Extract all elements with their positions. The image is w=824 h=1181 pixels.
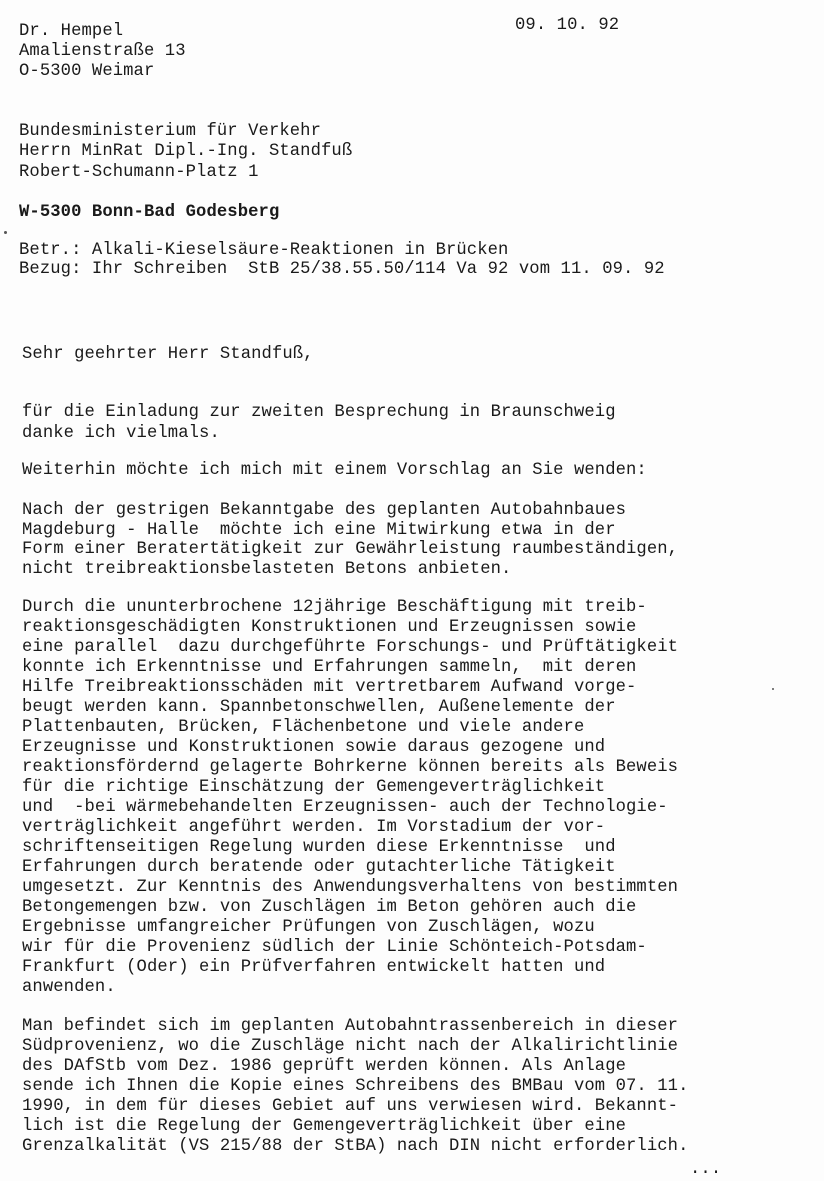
body-line: verträglichkeit angeführt werden. Im Vorstadium der vor- xyxy=(22,818,606,837)
scan-speck xyxy=(4,231,7,234)
body-line: Weiterhin möchte ich mich mit einem Vorschlag an Sie wenden: xyxy=(22,461,647,480)
scan-speck xyxy=(772,688,774,690)
body-line: Erzeugnisse und Konstruktionen sowie daraus gezogene und xyxy=(22,738,606,757)
body-line: konnte ich Erkenntnisse und Erfahrungen sammeln, mit deren xyxy=(22,658,637,677)
body-line: eine parallel dazu durchgeführte Forschungs- und Prüftätigkeit xyxy=(22,638,679,657)
body-line: Plattenbauten, Brücken, Flächenbetone und viele andere xyxy=(22,718,585,737)
body-line: Grenzalkalität (VS 215/88 der StBA) nach DIN nicht erforderlich. xyxy=(22,1137,689,1156)
body-line: Erfahrungen durch beratende oder gutachterliche Tätigkeit xyxy=(22,858,616,877)
body-line: Betongemengen bzw. von Zuschlägen im Beton gehören auch die xyxy=(22,898,637,917)
body-line: anwenden. xyxy=(22,978,116,997)
body-line: Form einer Beratertätigkeit zur Gewährleistung raumbeständigen, xyxy=(22,540,679,559)
body-line: schriftenseitigen Regelung wurden diese Erkenntnisse und xyxy=(22,838,616,857)
body-line: lich ist die Regelung der Gemengeverträglichkeit über eine xyxy=(22,1117,627,1136)
salutation: Sehr geehrter Herr Standfuß, xyxy=(22,345,314,364)
body-line: reaktionsfördernd gelagerte Bohrkerne können bereits als Beweis xyxy=(22,758,679,777)
body-line: reaktionsgeschädigten Konstruktionen und Erzeugnissen sowie xyxy=(22,618,637,637)
body-line: sende ich Ihnen die Kopie eines Schreibens des BMBau vom 07. 11. xyxy=(22,1077,689,1096)
body-line: Südprovenienz, wo die Zuschläge nicht nach der Alkalirichtlinie xyxy=(22,1037,679,1056)
sender-name: Dr. Hempel xyxy=(19,22,124,41)
recipient-person: Herrn MinRat Dipl.-Ing. Standfuß xyxy=(19,142,353,161)
sender-street: Amalienstraße 13 xyxy=(19,42,186,61)
recipient-city: W-5300 Bonn-Bad Godesberg xyxy=(19,203,280,222)
body-line: des DAfStb vom Dez. 1986 geprüft werden können. Als Anlage xyxy=(22,1057,627,1076)
body-line: Nach der gestrigen Bekanntgabe des geplanten Autobahnbaues xyxy=(22,501,627,520)
body-line: für die richtige Einschätzung der Gemengeverträglichkeit xyxy=(22,778,606,797)
letter-date: 09. 10. 92 xyxy=(515,16,620,35)
body-line: Hilfe Treibreaktionsschäden mit vertretbarem Aufwand vorge- xyxy=(22,678,637,697)
body-line: umgesetzt. Zur Kenntnis des Anwendungsverhaltens von bestimmten xyxy=(22,878,679,897)
body-line: nicht treibreaktionsbelasteten Betons anbieten. xyxy=(22,560,512,579)
body-line: 1990, in dem für dieses Gebiet auf uns verwiesen wird. Bekannt- xyxy=(22,1097,679,1116)
subject-line: Betr.: Alkali-Kieselsäure-Reaktionen in Brücken xyxy=(19,241,509,260)
body-line: danke ich vielmals. xyxy=(22,424,220,443)
body-line: Magdeburg - Halle möchte ich eine Mitwirkung etwa in der xyxy=(22,521,616,540)
sender-city: O-5300 Weimar xyxy=(19,62,155,81)
continuation-mark: ... xyxy=(690,1160,722,1179)
body-line: Ergebnisse umfangreicher Prüfungen von Zuschlägen, wozu xyxy=(22,918,595,937)
body-line: und -bei wärmebehandelten Erzeugnissen- auch der Technologie- xyxy=(22,798,668,817)
recipient-street: Robert-Schumann-Platz 1 xyxy=(19,163,259,182)
body-line: für die Einladung zur zweiten Besprechung in Braunschweig xyxy=(22,403,616,422)
body-line: Durch die ununterbrochene 12jährige Beschäftigung mit treib- xyxy=(22,598,647,617)
recipient-org: Bundesministerium für Verkehr xyxy=(19,122,322,141)
reference-line: Bezug: Ihr Schreiben StB 25/38.55.50/114 Va 92 vom 11. 09. 92 xyxy=(19,260,665,279)
body-line: beugt werden kann. Spannbetonschwellen, Außenelemente der xyxy=(22,698,616,717)
body-line: Frankfurt (Oder) ein Prüfverfahren entwickelt hatten und xyxy=(22,958,606,977)
body-line: Man befindet sich im geplanten Autobahntrassenbereich in dieser xyxy=(22,1017,679,1036)
body-line: wir für die Provenienz südlich der Linie Schönteich-Potsdam- xyxy=(22,938,647,957)
